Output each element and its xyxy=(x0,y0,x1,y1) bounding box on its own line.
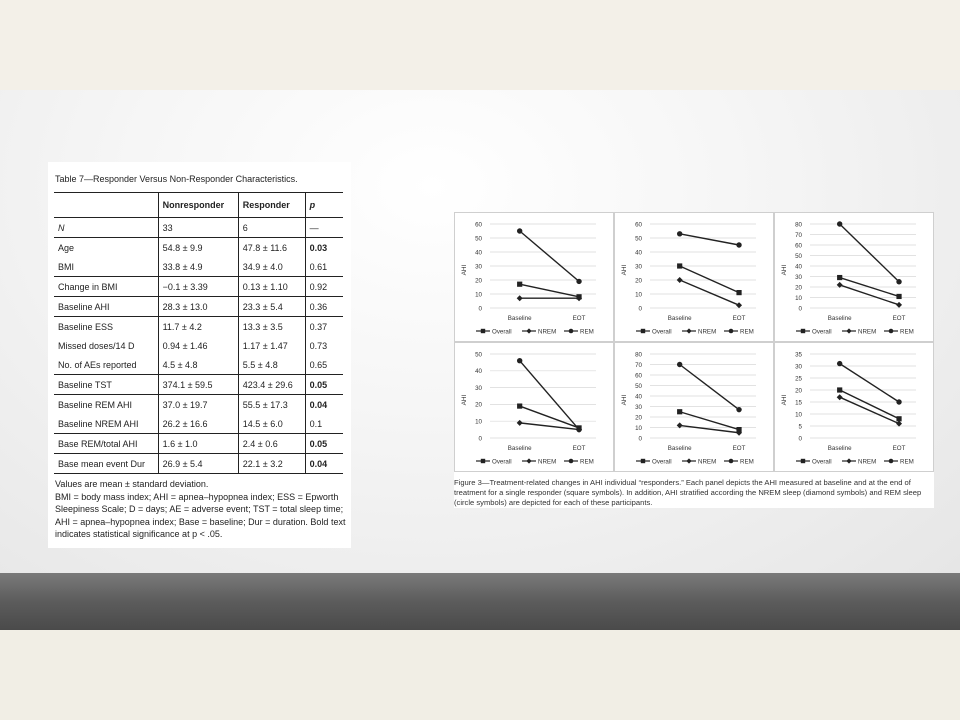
legend-label: REM xyxy=(740,328,754,336)
table-row xyxy=(54,336,343,355)
data-point-rem xyxy=(837,221,842,226)
data-point-rem xyxy=(837,361,842,366)
data-point-rem xyxy=(896,279,901,284)
table-cell: Baseline TST xyxy=(54,375,158,395)
table-cell: 1.6 ± 1.0 xyxy=(158,434,238,454)
table-header-cell xyxy=(54,193,158,218)
y-axis-label: AHI xyxy=(781,264,788,276)
table-cell: 23.3 ± 5.4 xyxy=(238,297,305,317)
table-cell: 0.13 ± 1.10 xyxy=(238,277,305,297)
data-point-rem xyxy=(736,242,741,247)
legend-label: NREM xyxy=(698,328,717,336)
table-cell: 0.03 xyxy=(305,238,343,258)
table-footnote-line: BMI = body mass index; AHI = apnea–hypopnea index; ESS = Epworth Sleepiness Scale; D = days; AE = adverse event; TST = total sleep time; AHI = apnea–hypopnea index; Base = baseline; Dur = duration. Bold text indicates statistical significance at p < .05. xyxy=(55,491,346,539)
x-tick-label: EOT xyxy=(572,445,586,452)
y-axis-label: AHI xyxy=(461,394,468,406)
bottom-band xyxy=(0,630,960,720)
data-point-overall xyxy=(837,275,842,280)
y-tick-label: 40 xyxy=(475,249,482,257)
table-header-nonresponder: Nonresponder xyxy=(158,193,238,218)
table-cell: 0.05 xyxy=(305,375,343,395)
table-cell: 0.1 xyxy=(305,414,343,434)
legend-label: NREM xyxy=(538,458,557,466)
y-tick-label: 40 xyxy=(635,249,642,257)
legend-label: Overall xyxy=(812,328,832,336)
x-tick-label: Baseline xyxy=(827,315,852,322)
y-tick-label: 50 xyxy=(795,252,802,260)
legend-marker xyxy=(641,459,645,463)
legend-label: REM xyxy=(740,458,754,466)
table-cell: 26.9 ± 5.4 xyxy=(158,454,238,474)
table-cell: 0.92 xyxy=(305,277,343,297)
legend-marker xyxy=(641,329,645,333)
y-tick-label: 80 xyxy=(635,351,642,359)
x-tick-label: EOT xyxy=(892,315,906,322)
legend-marker xyxy=(481,459,485,463)
table-cell: 0.37 xyxy=(305,317,343,337)
table-row xyxy=(54,395,343,415)
x-tick-label: EOT xyxy=(572,315,586,322)
table-cell: Baseline REM AHI xyxy=(54,395,158,415)
y-tick-label: 50 xyxy=(635,235,642,243)
table-cell: Baseline NREM AHI xyxy=(58,418,139,429)
table-cell: Base REM/total AHI xyxy=(54,434,158,454)
table-cell: 0.65 xyxy=(305,355,343,375)
y-tick-label: 20 xyxy=(635,277,642,285)
table-row xyxy=(54,238,343,258)
table-row xyxy=(54,355,343,375)
y-tick-label: 70 xyxy=(795,231,802,239)
table-cell: 0.04 xyxy=(305,454,343,474)
responder-charts xyxy=(454,212,934,474)
y-tick-label: 60 xyxy=(635,372,642,380)
legend-marker xyxy=(729,459,734,464)
data-point-rem xyxy=(736,407,741,412)
legend-label: NREM xyxy=(858,458,877,466)
table-cell: 28.3 ± 13.0 xyxy=(158,297,238,317)
table-row xyxy=(54,257,343,277)
legend-label: Overall xyxy=(812,458,832,466)
y-tick-label: 0 xyxy=(798,435,802,443)
table-cell: 11.7 ± 4.2 xyxy=(158,317,238,337)
data-point-overall xyxy=(517,282,522,287)
table-cell: 33.8 ± 4.9 xyxy=(158,257,238,277)
chart-panel xyxy=(775,343,934,472)
legend-label: Overall xyxy=(492,458,512,466)
table-cell: 0.36 xyxy=(305,297,343,317)
top-band xyxy=(0,0,960,90)
y-tick-label: 10 xyxy=(475,291,482,299)
table-cell: 13.3 ± 3.5 xyxy=(238,317,305,337)
y-tick-label: 15 xyxy=(795,399,802,407)
table-cell: 37.0 ± 19.7 xyxy=(158,395,238,415)
legend-label: REM xyxy=(900,328,914,336)
table-cell: 2.4 ± 0.6 xyxy=(238,434,305,454)
table-row xyxy=(54,434,343,454)
table-row xyxy=(54,218,343,238)
table-cell: 22.1 ± 3.2 xyxy=(238,454,305,474)
legend-label: REM xyxy=(900,458,914,466)
legend-marker xyxy=(569,329,574,334)
data-point-overall xyxy=(677,409,682,414)
legend-marker xyxy=(801,459,805,463)
table-row xyxy=(54,317,343,337)
data-point-overall xyxy=(517,403,522,408)
y-tick-label: 50 xyxy=(475,351,482,359)
y-tick-label: 0 xyxy=(478,435,482,443)
x-tick-label: Baseline xyxy=(507,315,532,322)
table-row xyxy=(54,375,343,395)
data-point-rem xyxy=(517,358,522,363)
figure-caption: Figure 3—Treatment-related changes in AHI individual “responders.” Each panel depicts the AHI measured at baseline and at the end of treatment for a single responder (square symbols). In addition, AHI stratified according the NREM sleep (diamond symbols) and REM sleep (circle symbols) are depicted for each of these participants. xyxy=(454,478,922,507)
table-cell: 14.5 ± 6.0 xyxy=(238,414,305,434)
y-tick-label: 30 xyxy=(475,263,482,271)
legend-label: NREM xyxy=(538,328,557,336)
y-tick-label: 60 xyxy=(795,242,802,250)
table-cell: Age xyxy=(54,238,158,258)
table-row xyxy=(54,414,343,434)
x-tick-label: Baseline xyxy=(507,445,532,452)
table-cell: 0.73 xyxy=(305,336,343,355)
table-title: Table 7—Responder Versus Non-Responder Characteristics. xyxy=(55,174,298,184)
table-cell: 5.5 ± 4.8 xyxy=(238,355,305,375)
y-tick-label: 50 xyxy=(635,382,642,390)
data-point-overall xyxy=(896,294,901,299)
data-point-rem xyxy=(677,231,682,236)
legend-marker xyxy=(801,329,805,333)
table-footnote xyxy=(55,478,347,541)
table-footnote-text xyxy=(55,478,347,541)
table-cell: 26.2 ± 16.6 xyxy=(158,414,238,434)
table-cell: N xyxy=(58,222,65,233)
table-cell: 33 xyxy=(158,218,238,238)
table-cell: Change in BMI xyxy=(54,277,158,297)
y-tick-label: 0 xyxy=(638,305,642,313)
table-cell: 423.4 ± 29.6 xyxy=(238,375,305,395)
y-tick-label: 10 xyxy=(635,291,642,299)
y-tick-label: 40 xyxy=(475,368,482,376)
table-cell: 0.04 xyxy=(305,395,343,415)
table-cell: Baseline AHI xyxy=(54,297,158,317)
table-footnote-line: Values are mean ± standard deviation. xyxy=(55,479,209,489)
x-tick-label: Baseline xyxy=(667,315,692,322)
table-row xyxy=(54,297,343,317)
y-tick-label: 60 xyxy=(475,221,482,229)
y-tick-label: 5 xyxy=(798,423,802,431)
legend-marker xyxy=(889,459,894,464)
y-tick-label: 20 xyxy=(635,414,642,422)
data-point-rem xyxy=(896,399,901,404)
y-tick-label: 80 xyxy=(795,221,802,229)
legend-label: NREM xyxy=(698,458,717,466)
table-cell: 55.5 ± 17.3 xyxy=(238,395,305,415)
y-tick-label: 30 xyxy=(795,363,802,371)
legend-label: REM xyxy=(580,458,594,466)
legend-marker xyxy=(889,329,894,334)
y-tick-label: 10 xyxy=(795,411,802,419)
data-point-rem xyxy=(576,427,581,432)
data-point-overall xyxy=(677,263,682,268)
data-point-rem xyxy=(677,362,682,367)
legend-marker xyxy=(481,329,485,333)
table-cell: No. of AEs reported xyxy=(58,359,137,370)
y-tick-label: 20 xyxy=(475,401,482,409)
y-tick-label: 10 xyxy=(635,424,642,432)
table-row xyxy=(54,454,343,474)
y-tick-label: 10 xyxy=(795,294,802,302)
y-tick-label: 20 xyxy=(795,387,802,395)
table-cell: 374.1 ± 59.5 xyxy=(158,375,238,395)
table-cell: −0.1 ± 3.39 xyxy=(158,277,238,297)
table-cell: BMI xyxy=(58,261,75,272)
table-cell: Base mean event Dur xyxy=(54,454,158,474)
y-axis-label: AHI xyxy=(621,394,628,406)
legend-label: REM xyxy=(580,328,594,336)
gallery-floor xyxy=(0,573,960,630)
y-tick-label: 50 xyxy=(475,235,482,243)
y-tick-label: 70 xyxy=(635,361,642,369)
y-tick-label: 40 xyxy=(635,393,642,401)
table-cell: 54.8 ± 9.9 xyxy=(158,238,238,258)
y-tick-label: 0 xyxy=(638,435,642,443)
legend-label: Overall xyxy=(492,328,512,336)
legend-label: NREM xyxy=(858,328,877,336)
legend-marker xyxy=(729,329,734,334)
table-card xyxy=(48,162,351,548)
data-point-overall xyxy=(837,387,842,392)
characteristics-table xyxy=(54,192,343,474)
y-tick-label: 25 xyxy=(795,375,802,383)
table-row xyxy=(54,277,343,297)
x-tick-label: EOT xyxy=(732,445,746,452)
y-tick-label: 20 xyxy=(475,277,482,285)
table-cell: 0.05 xyxy=(305,434,343,454)
y-tick-label: 30 xyxy=(795,273,802,281)
table-cell: 4.5 ± 4.8 xyxy=(158,355,238,375)
table-cell: 1.17 ± 1.47 xyxy=(238,336,305,355)
x-tick-label: EOT xyxy=(732,315,746,322)
table-cell: 6 xyxy=(238,218,305,238)
table-header-p: p xyxy=(305,193,343,218)
figure-card xyxy=(454,212,934,508)
table-cell: Baseline ESS xyxy=(54,317,158,337)
x-tick-label: Baseline xyxy=(667,445,692,452)
y-tick-label: 30 xyxy=(635,263,642,271)
x-tick-label: EOT xyxy=(892,445,906,452)
y-tick-label: 60 xyxy=(635,221,642,229)
y-tick-label: 10 xyxy=(475,418,482,426)
legend-label: Overall xyxy=(652,328,672,336)
y-axis-label: AHI xyxy=(461,264,468,276)
table-cell: Missed doses/14 D xyxy=(58,340,135,351)
data-point-rem xyxy=(576,279,581,284)
legend-label: Overall xyxy=(652,458,672,466)
y-axis-label: AHI xyxy=(621,264,628,276)
y-tick-label: 30 xyxy=(635,403,642,411)
table-cell: 0.94 ± 1.46 xyxy=(158,336,238,355)
table-header-responder: Responder xyxy=(238,193,305,218)
data-point-overall xyxy=(736,290,741,295)
legend-marker xyxy=(569,459,574,464)
y-axis-label: AHI xyxy=(781,394,788,406)
table-cell: — xyxy=(305,218,343,238)
y-tick-label: 0 xyxy=(798,305,802,313)
table-cell: 47.8 ± 11.6 xyxy=(238,238,305,258)
y-tick-label: 20 xyxy=(795,284,802,292)
table-cell: 0.61 xyxy=(305,257,343,277)
y-tick-label: 40 xyxy=(795,263,802,271)
x-tick-label: Baseline xyxy=(827,445,852,452)
table-cell: 34.9 ± 4.0 xyxy=(238,257,305,277)
y-tick-label: 35 xyxy=(795,351,802,359)
y-tick-label: 0 xyxy=(478,305,482,313)
data-point-rem xyxy=(517,228,522,233)
y-tick-label: 30 xyxy=(475,384,482,392)
